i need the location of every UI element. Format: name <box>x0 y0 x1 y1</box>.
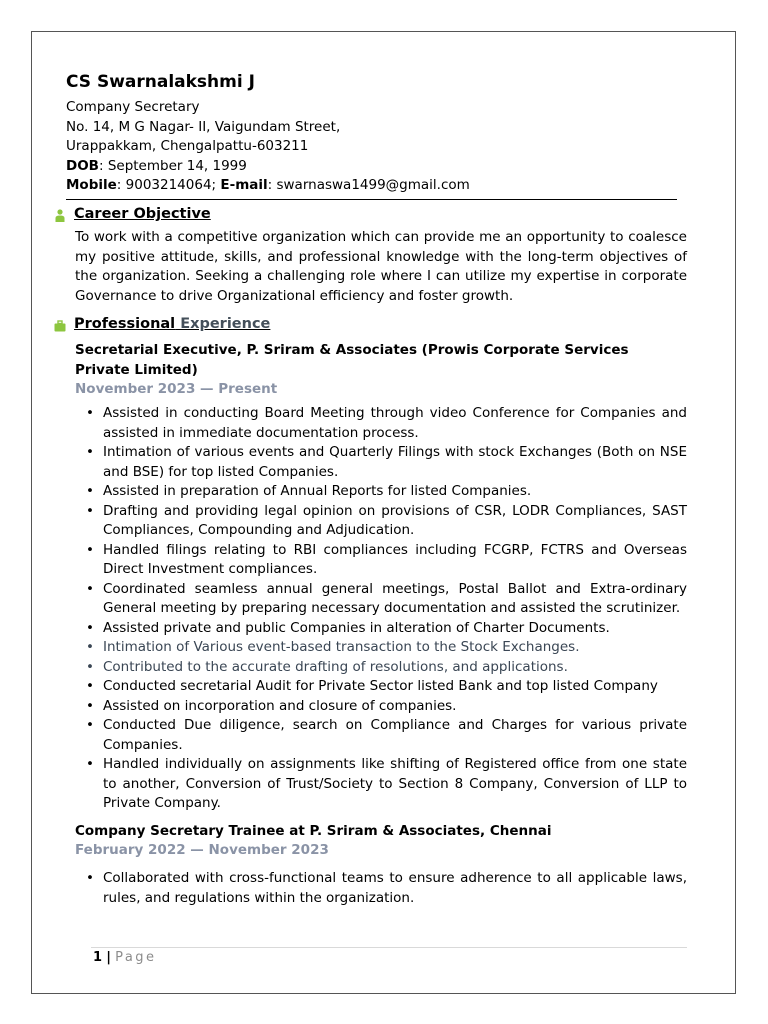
address-line-2: Urappakkam, Chengalpattu-603211 <box>66 138 309 154</box>
list-item: • Handled individually on assignments like shifting of Registered office from one state to another, Conversion of Trust/Society to Section 8 Company, Conversion of LLP to Private Company. <box>103 755 687 814</box>
list-item: • Intimation of various events and Quarterly Filings with stock Exchanges (Both on NSE and BSE) for top listed Companies. <box>103 443 687 482</box>
list-item: • Intimation of Various event-based transaction to the Stock Exchanges. <box>103 638 687 658</box>
mobile-value: : 9003214064; <box>116 177 217 193</box>
mobile-email-line <box>66 176 470 196</box>
experience-heading <box>54 316 270 332</box>
list-item: • Contributed to the accurate drafting of resolutions, and applications. <box>103 658 687 678</box>
list-item: • Assisted in conducting Board Meeting through video Conference for Companies and assisted in immediate documentation process. <box>103 404 687 443</box>
job-dates-2: February 2022 — November 2023 <box>75 842 329 858</box>
contact-block <box>66 98 470 196</box>
experience-title <box>74 316 270 332</box>
list-item: • Collaborated with cross-functional teams to ensure adherence to all applicable laws, rules, and regulations within the organization. <box>103 869 687 908</box>
list-item: • Conducted Due diligence, search on Compliance and Charges for various private Companies. <box>103 716 687 755</box>
page-footer <box>93 950 157 965</box>
job-dates-1: November 2023 — Present <box>75 381 278 397</box>
dob-value: : September 14, 1999 <box>98 157 247 174</box>
job-2-bullets <box>75 869 687 908</box>
list-item: • Assisted on incorporation and closure of companies. <box>103 697 687 717</box>
email-label: E-mail <box>220 177 268 193</box>
job-title-2: Company Secretary Trainee at P. Sriram & Associates, Chennai <box>75 823 552 839</box>
list-item: • Assisted in preparation of Annual Reports for listed Companies. <box>103 482 687 502</box>
dob-label: DOB <box>66 157 99 174</box>
dob-line <box>66 157 470 177</box>
career-objective-heading <box>54 206 211 222</box>
list-item: • Conducted secretarial Audit for Private Sector listed Bank and top listed Company <box>103 677 687 697</box>
person-icon <box>54 209 66 222</box>
job-title-1: Secretarial Executive, P. Sriram & Associates (Prowis Corporate Services Private Limited) <box>75 342 629 378</box>
footer-divider <box>91 947 687 948</box>
page-number: 1 <box>93 950 103 965</box>
email-value[interactable]: : swarnaswa1499@gmail.com <box>267 177 470 193</box>
career-objective-text: To work with a competitive organization which can provide me an opportunity to coalesce my positive attitude, skills, and professional knowledge with the long-term objectives of the organization. Seeking a challenging role where I can utilize my expertise in corporate Governance to drive Organizational efficiency and foster growth. <box>75 229 687 304</box>
address-line-1: No. 14, M G Nagar- II, Vaigundam Street, <box>66 118 341 135</box>
candidate-name: CS Swarnalakshmi J <box>66 72 255 92</box>
page-label: Page <box>115 950 157 965</box>
career-objective-title: Career Objective <box>74 206 211 222</box>
list-item: • Handled filings relating to RBI compliances including FCGRP, FCTRS and Overseas Direct Investment compliances. <box>103 541 687 580</box>
job-1-bullets <box>75 404 687 814</box>
list-item: • Assisted private and public Companies in alteration of Charter Documents. <box>103 619 687 639</box>
footer-separator: | <box>106 950 111 965</box>
briefcase-icon <box>54 319 66 332</box>
list-item: • Drafting and providing legal opinion on provisions of CSR, LODR Compliances, SAST Compliances, Compounding and Adjudication. <box>103 502 687 541</box>
designation: Company Secretary <box>66 99 200 115</box>
experience-title-part1: Professional <box>74 316 176 332</box>
resume-page <box>31 31 736 994</box>
list-item: • Coordinated seamless annual general meetings, Postal Ballot and Extra-ordinary General meeting by preparing necessary documentation and assisted the scrutinizer. <box>103 580 687 619</box>
experience-title-part2: Experience <box>175 316 271 332</box>
header-divider <box>66 199 677 200</box>
mobile-label: Mobile <box>66 177 117 193</box>
